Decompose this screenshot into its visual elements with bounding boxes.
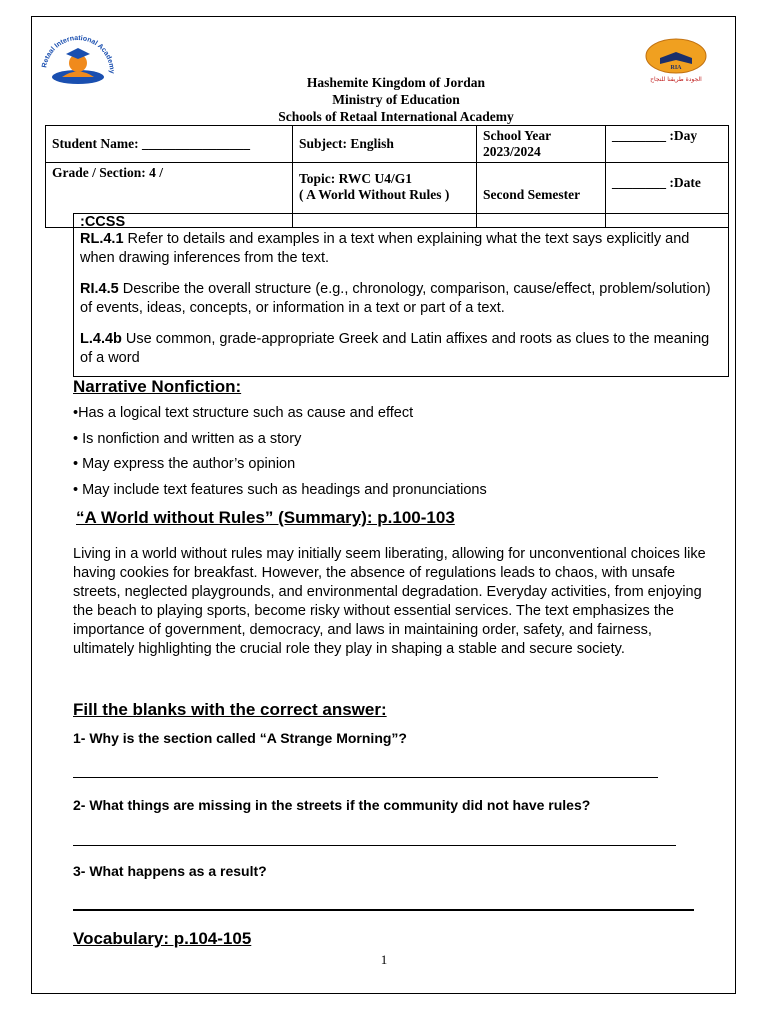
list-item: • May express the author’s opinion (73, 456, 296, 472)
answer-line-3[interactable] (73, 909, 694, 911)
vocabulary-section (73, 929, 713, 948)
narrative-heading: Narrative Nonfiction: (73, 377, 242, 396)
ccss-title: :CCSS (80, 214, 126, 230)
topic-line2: ( A World Without Rules ) (299, 187, 450, 202)
question-3: 3- What happens as a result? (73, 863, 267, 879)
grade-section-field[interactable]: Grade / Section: 4 / (46, 163, 293, 228)
header-ministry: Ministry of Education (332, 92, 460, 107)
question-2: 2- What things are missing in the streets if the community did not have rules? (73, 797, 591, 813)
school-year-value: 2023/2024 (483, 144, 541, 159)
ccss-item (80, 280, 722, 318)
topic-line1: Topic: RWC U4/G1 (299, 171, 413, 186)
summary-section (73, 508, 713, 659)
ccss-item (80, 330, 722, 368)
summary-heading: “A World without Rules” (Summary): p.100-103 (76, 508, 455, 527)
list-item: • May include text features such as headings and pronunciations (73, 481, 487, 498)
list-item: • Is nonfiction and written as a story (73, 430, 302, 447)
question-1: 1- Why is the section called “A Strange Morning”? (73, 730, 407, 746)
standard-text: Refer to details and examples in a text when explaining what the text says explicitly and when drawing inferences from the text. (80, 231, 690, 266)
school-year-cell (477, 126, 606, 163)
standard-text: Describe the overall structure (e.g., chronology, comparison, cause/effect, problem/solution) of events, ideas, concepts, or information in a text or part of a text. (80, 281, 711, 316)
summary-text: Living in a world without rules may initially seem liberating, allowing for unconventional choices like having cookies for breakfast. However, the absence of regulations leads to chaos, with unsafe streets, neglected playgrounds, and environmental degradation. Everyday activities, from enjoying the beach to playing sports, become risky without essential services. The text emphasizes the importance of government, democracy, and laws in maintaining order, safety, and fairness, ultimately highlighting the crucial role they play in shaping a stable and secure society. (73, 546, 706, 657)
vocabulary-heading: Vocabulary: p.104-105 (73, 929, 252, 948)
document-header (0, 74, 768, 125)
left-logo-text: Retaal International Academy (41, 34, 116, 74)
narrative-section (73, 377, 713, 506)
standard-code: RI.4.5 (80, 281, 119, 297)
answer-line-2[interactable] (73, 845, 676, 846)
student-name-field[interactable]: Student Name: ________________ (46, 126, 293, 163)
ccss-item (80, 230, 722, 268)
standard-text: Use common, grade-appropriate Greek and Latin affixes and roots as clues to the meaning of a word (80, 331, 710, 366)
fill-blanks-heading: Fill the blanks with the correct answer: (73, 700, 387, 719)
fill-blanks-section (73, 700, 713, 719)
header-school: Schools of Retaal International Academy (278, 109, 514, 124)
page-number: 1 (380, 952, 388, 967)
answer-line-1[interactable] (73, 777, 658, 778)
standard-code: L.4.4b (80, 331, 122, 347)
date-field[interactable]: ________ :Date (606, 163, 729, 228)
ccss-standards-box (73, 213, 729, 377)
subject-cell: Subject: English (293, 126, 477, 163)
day-field[interactable]: ________ :Day (606, 126, 729, 163)
list-item: •Has a logical text structure such as cause and effect (73, 405, 414, 421)
semester-cell: Second Semester (477, 163, 606, 228)
narrative-bullets (73, 404, 713, 500)
standard-code: RL.4.1 (80, 231, 124, 247)
header-country: Hashemite Kingdom of Jordan (306, 75, 486, 90)
right-logo-arabic: الجودة طريقنا للنجاح (650, 76, 702, 83)
right-logo-text: RIA (670, 65, 682, 71)
school-year-label: School Year (483, 128, 552, 143)
